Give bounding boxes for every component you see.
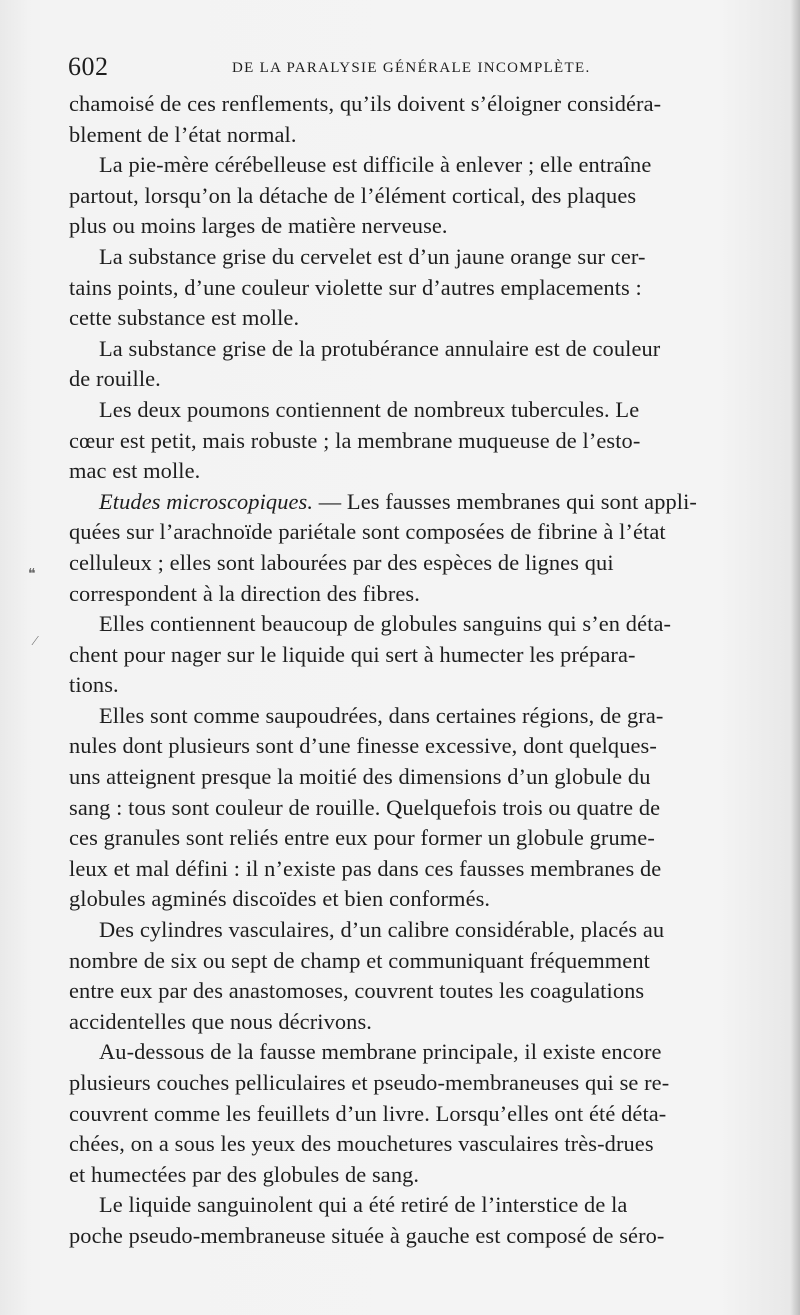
- paragraph-start: [69, 487, 772, 518]
- section-heading: Etudes microscopiques.: [99, 488, 314, 514]
- text-line: de rouille.: [69, 366, 161, 392]
- margin-mark: ⁄: [34, 634, 37, 649]
- paragraph-start: Au-dessous de la fausse membrane principale, il existe encore: [99, 1039, 662, 1065]
- text-line: entre eux par des anastomoses, couvrent toutes les coagulations: [69, 978, 645, 1004]
- text-line: ces granules sont reliés entre eux pour former un globule grume-: [69, 825, 655, 851]
- text-line: uns atteignent presque la moitié des dimensions d’un globule du: [69, 764, 651, 790]
- paragraph-start: Des cylindres vasculaires, d’un calibre considérable, placés au: [99, 917, 665, 943]
- body-text: [69, 89, 772, 1252]
- page-number: 602: [68, 52, 109, 81]
- text-line: sang : tous sont couleur de rouille. Quelquefois trois ou quatre de: [69, 794, 661, 820]
- text-line: chent pour nager sur le liquide qui sert à humecter les prépara-: [69, 641, 636, 667]
- paragraph-start: Elles contiennent beaucoup de globules sanguins qui s’en déta-: [99, 611, 672, 637]
- paragraph-start: La pie-mère cérébelleuse est difficile à enlever ; elle entraîne: [99, 152, 652, 178]
- paragraph-start: La substance grise de la protubérance annulaire est de couleur: [99, 335, 661, 361]
- text-line: partout, lorsqu’on la détache de l’élément cortical, des plaques: [69, 182, 637, 208]
- text-line: mac est molle.: [69, 458, 201, 484]
- page-header: [68, 52, 768, 86]
- text-line: leux et mal défini : il n’existe pas dans ces fausses membranes de: [69, 855, 662, 881]
- text-line: accidentelles que nous décrivons.: [69, 1008, 372, 1034]
- text-line: tions.: [69, 672, 119, 698]
- page-edge-shadow: [790, 0, 800, 1315]
- text-line: cœur est petit, mais robuste ; la membrane muqueuse de l’esto-: [69, 427, 641, 453]
- text-line: cette substance est molle.: [69, 305, 300, 331]
- text-line: blement de l’état normal.: [69, 121, 297, 147]
- text-line: correspondent à la direction des fibres.: [69, 580, 420, 606]
- text-line: — Les fausses membranes qui sont appli-: [313, 488, 697, 514]
- paragraph-start: Elles sont comme saupoudrées, dans certaines régions, de gra-: [99, 702, 664, 728]
- text-line: chamoisé de ces renflements, qu’ils doivent s’éloigner considéra-: [69, 91, 662, 116]
- running-title: DE LA PARALYSIE GÉNÉRALE INCOMPLÈTE.: [232, 60, 591, 76]
- text-line: chées, on a sous les yeux des mouchetures vasculaires très-drues: [69, 1131, 654, 1157]
- text-line: globules agminés discoïdes et bien conformés.: [69, 886, 491, 912]
- text-line: nules dont plusieurs sont d’une finesse excessive, dont quelques-: [69, 733, 657, 759]
- margin-mark: ❝: [28, 567, 36, 582]
- text-line: couvrent comme les feuillets d’un livre. Lorsqu’elles ont été déta-: [69, 1100, 667, 1126]
- paragraph-start: La substance grise du cervelet est d’un jaune orange sur cer-: [99, 243, 646, 269]
- paragraph-start: Les deux poumons contiennent de nombreux tubercules. Le: [99, 396, 640, 422]
- text-line: poche pseudo-membraneuse située à gauche est composé de séro-: [69, 1222, 665, 1248]
- text-line: plus ou moins larges de matière nerveuse.: [69, 213, 448, 239]
- text-line: celluleux ; elles sont labourées par des espèces de lignes qui: [69, 549, 614, 575]
- text-line: tains points, d’une couleur violette sur d’autres emplacements :: [69, 274, 642, 300]
- text-line: nombre de six ou sept de champ et communiquant fréquemment: [69, 947, 650, 973]
- paragraph-start: Le liquide sanguinolent qui a été retiré de l’interstice de la: [99, 1192, 628, 1218]
- text-line: plusieurs couches pelliculaires et pseudo-membraneuses qui se re-: [69, 1070, 670, 1095]
- text-line: quées sur l’arachnoïde pariétale sont composées de fibrine à l’état: [69, 519, 666, 545]
- text-line: et humectées par des globules de sang.: [69, 1161, 420, 1187]
